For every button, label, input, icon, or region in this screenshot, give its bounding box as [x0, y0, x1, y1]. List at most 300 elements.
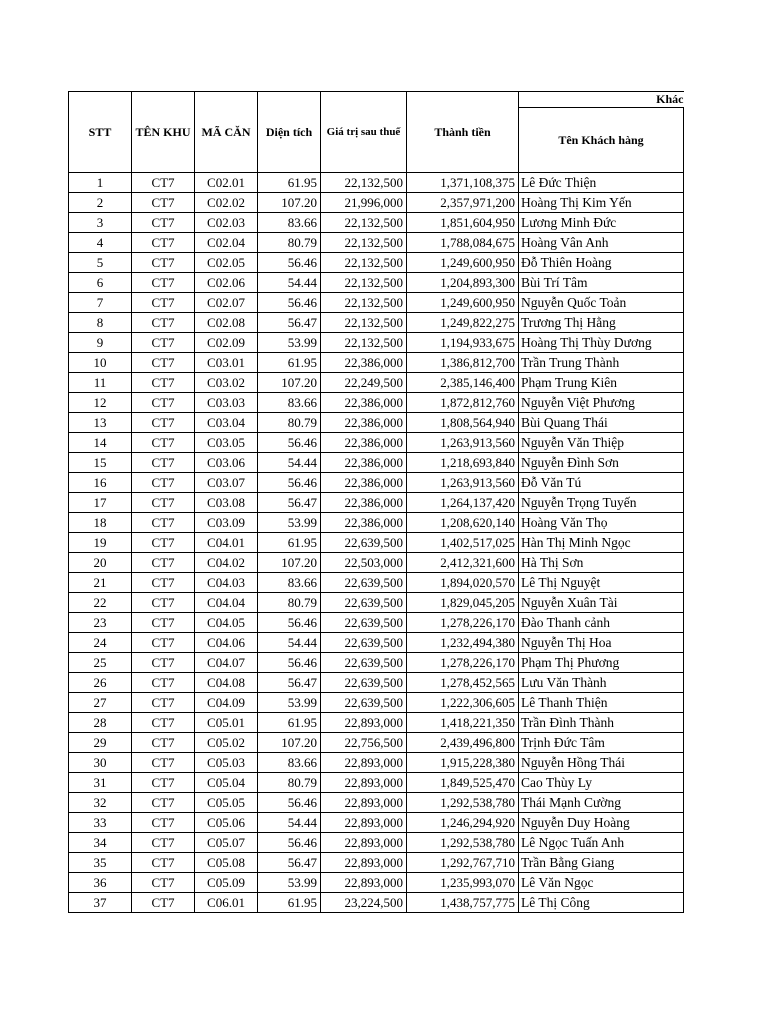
cell-thanh-tien: 1,249,600,950 — [407, 253, 519, 273]
cell-stt: 19 — [69, 533, 132, 553]
cell-thanh-tien: 1,218,693,840 — [407, 453, 519, 473]
cell-dien-tich: 56.46 — [258, 293, 321, 313]
cell-ma-can: C03.08 — [195, 493, 258, 513]
cell-ten-khach-hang: Lê Thanh Thiện — [519, 693, 684, 713]
table-row — [69, 353, 684, 373]
cell-ma-can: C05.02 — [195, 733, 258, 753]
cell-gia-tri: 22,893,000 — [321, 853, 407, 873]
cell-ma-can: C06.01 — [195, 893, 258, 913]
header-khac: Khác — [519, 92, 684, 108]
cell-dien-tich: 56.47 — [258, 493, 321, 513]
cell-ma-can: C02.08 — [195, 313, 258, 333]
cell-ma-can: C02.02 — [195, 193, 258, 213]
cell-thanh-tien: 1,808,564,940 — [407, 413, 519, 433]
cell-ten-khu: CT7 — [132, 673, 195, 693]
cell-ten-khu: CT7 — [132, 173, 195, 193]
table-row — [69, 873, 684, 893]
cell-stt: 25 — [69, 653, 132, 673]
cell-dien-tich: 53.99 — [258, 333, 321, 353]
cell-thanh-tien: 1,292,538,780 — [407, 833, 519, 853]
cell-ma-can: C04.04 — [195, 593, 258, 613]
cell-stt: 24 — [69, 633, 132, 653]
cell-gia-tri: 21,996,000 — [321, 193, 407, 213]
cell-stt: 35 — [69, 853, 132, 873]
cell-gia-tri: 22,386,000 — [321, 393, 407, 413]
cell-ma-can: C03.04 — [195, 413, 258, 433]
cell-dien-tich: 107.20 — [258, 733, 321, 753]
header-gia-tri-sau-thue: Giá trị sau thuế — [321, 92, 407, 173]
cell-ten-khu: CT7 — [132, 753, 195, 773]
cell-ten-khach-hang: Bùi Quang Thái — [519, 413, 684, 433]
cell-ten-khu: CT7 — [132, 393, 195, 413]
cell-stt: 11 — [69, 373, 132, 393]
cell-ma-can: C02.06 — [195, 273, 258, 293]
cell-gia-tri: 22,893,000 — [321, 753, 407, 773]
cell-ten-khach-hang: Đào Thanh cảnh — [519, 613, 684, 633]
cell-dien-tich: 56.46 — [258, 613, 321, 633]
cell-gia-tri: 22,132,500 — [321, 313, 407, 333]
cell-ten-khach-hang: Nguyễn Quốc Toản — [519, 293, 684, 313]
cell-ten-khu: CT7 — [132, 413, 195, 433]
cell-dien-tich: 61.95 — [258, 533, 321, 553]
cell-gia-tri: 22,893,000 — [321, 773, 407, 793]
cell-dien-tich: 80.79 — [258, 413, 321, 433]
cell-dien-tich: 107.20 — [258, 193, 321, 213]
cell-ma-can: C05.07 — [195, 833, 258, 853]
cell-ten-khach-hang: Bùi Trí Tâm — [519, 273, 684, 293]
cell-ten-khach-hang: Nguyễn Trọng Tuyến — [519, 493, 684, 513]
cell-stt: 4 — [69, 233, 132, 253]
cell-ten-khach-hang: Nguyễn Văn Thiệp — [519, 433, 684, 453]
cell-ma-can: C03.06 — [195, 453, 258, 473]
cell-ma-can: C03.01 — [195, 353, 258, 373]
cell-ten-khach-hang: Nguyễn Thị Hoa — [519, 633, 684, 653]
cell-ten-khu: CT7 — [132, 453, 195, 473]
table-row — [69, 253, 684, 273]
cell-ten-khach-hang: Hàn Thị Minh Ngọc — [519, 533, 684, 553]
cell-ma-can: C04.02 — [195, 553, 258, 573]
cell-stt: 1 — [69, 173, 132, 193]
cell-ten-khu: CT7 — [132, 873, 195, 893]
cell-dien-tich: 61.95 — [258, 713, 321, 733]
cell-ten-khu: CT7 — [132, 293, 195, 313]
cell-ten-khu: CT7 — [132, 553, 195, 573]
cell-thanh-tien: 2,412,321,600 — [407, 553, 519, 573]
cell-gia-tri: 22,639,500 — [321, 593, 407, 613]
cell-stt: 14 — [69, 433, 132, 453]
cell-thanh-tien: 1,222,306,605 — [407, 693, 519, 713]
cell-thanh-tien: 2,357,971,200 — [407, 193, 519, 213]
cell-ten-khu: CT7 — [132, 573, 195, 593]
table-row — [69, 433, 684, 453]
cell-stt: 12 — [69, 393, 132, 413]
cell-dien-tich: 53.99 — [258, 873, 321, 893]
cell-ma-can: C03.02 — [195, 373, 258, 393]
cell-ten-khach-hang: Hoàng Thị Kim Yến — [519, 193, 684, 213]
cell-stt: 23 — [69, 613, 132, 633]
cell-gia-tri: 22,132,500 — [321, 273, 407, 293]
cell-ten-khu: CT7 — [132, 313, 195, 333]
cell-thanh-tien: 1,894,020,570 — [407, 573, 519, 593]
cell-thanh-tien: 1,872,812,760 — [407, 393, 519, 413]
cell-ten-khu: CT7 — [132, 213, 195, 233]
cell-ten-khu: CT7 — [132, 653, 195, 673]
cell-thanh-tien: 1,292,538,780 — [407, 793, 519, 813]
cell-ma-can: C02.04 — [195, 233, 258, 253]
cell-ma-can: C05.06 — [195, 813, 258, 833]
cell-ten-khu: CT7 — [132, 353, 195, 373]
table-row — [69, 673, 684, 693]
cell-dien-tich: 83.66 — [258, 753, 321, 773]
table-row — [69, 813, 684, 833]
cell-thanh-tien: 1,278,226,170 — [407, 653, 519, 673]
cell-ten-khach-hang: Lưu Văn Thành — [519, 673, 684, 693]
table-row — [69, 513, 684, 533]
cell-stt: 36 — [69, 873, 132, 893]
cell-thanh-tien: 1,278,226,170 — [407, 613, 519, 633]
cell-ma-can: C04.06 — [195, 633, 258, 653]
cell-gia-tri: 22,503,000 — [321, 553, 407, 573]
table-row — [69, 833, 684, 853]
cell-ten-khach-hang: Nguyễn Việt Phương — [519, 393, 684, 413]
cell-thanh-tien: 1,418,221,350 — [407, 713, 519, 733]
table-row — [69, 693, 684, 713]
cell-thanh-tien: 1,249,600,950 — [407, 293, 519, 313]
cell-stt: 30 — [69, 753, 132, 773]
cell-gia-tri: 22,132,500 — [321, 233, 407, 253]
cell-thanh-tien: 1,386,812,700 — [407, 353, 519, 373]
cell-dien-tich: 54.44 — [258, 453, 321, 473]
table-row — [69, 453, 684, 473]
cell-ma-can: C05.05 — [195, 793, 258, 813]
cell-ten-khach-hang: Lê Đức Thiện — [519, 173, 684, 193]
cell-ten-khach-hang: Trần Đình Thành — [519, 713, 684, 733]
cell-ma-can: C04.05 — [195, 613, 258, 633]
cell-ten-khu: CT7 — [132, 373, 195, 393]
cell-ma-can: C03.09 — [195, 513, 258, 533]
cell-ten-khu: CT7 — [132, 493, 195, 513]
cell-gia-tri: 22,756,500 — [321, 733, 407, 753]
table-row — [69, 473, 684, 493]
table-row — [69, 333, 684, 353]
cell-ma-can: C03.05 — [195, 433, 258, 453]
cell-thanh-tien: 1,194,933,675 — [407, 333, 519, 353]
cell-gia-tri: 22,639,500 — [321, 673, 407, 693]
cell-ten-khu: CT7 — [132, 773, 195, 793]
header-thanh-tien: Thành tiền — [407, 92, 519, 173]
cell-gia-tri: 22,893,000 — [321, 813, 407, 833]
customer-table — [68, 91, 684, 913]
cell-ten-khu: CT7 — [132, 793, 195, 813]
cell-thanh-tien: 1,208,620,140 — [407, 513, 519, 533]
cell-gia-tri: 23,224,500 — [321, 893, 407, 913]
cell-ten-khach-hang: Lương Minh Đức — [519, 213, 684, 233]
cell-ten-khach-hang: Lê Ngọc Tuấn Anh — [519, 833, 684, 853]
cell-ten-khu: CT7 — [132, 593, 195, 613]
table-row — [69, 593, 684, 613]
cell-ten-khu: CT7 — [132, 233, 195, 253]
cell-thanh-tien: 1,402,517,025 — [407, 533, 519, 553]
cell-gia-tri: 22,132,500 — [321, 293, 407, 313]
table-row — [69, 193, 684, 213]
table-row — [69, 413, 684, 433]
cell-ma-can: C02.01 — [195, 173, 258, 193]
cell-thanh-tien: 1,204,893,300 — [407, 273, 519, 293]
cell-thanh-tien: 1,232,494,380 — [407, 633, 519, 653]
cell-dien-tich: 54.44 — [258, 813, 321, 833]
header-dien-tich: Diện tích — [258, 92, 321, 173]
cell-dien-tich: 56.46 — [258, 833, 321, 853]
cell-gia-tri: 22,639,500 — [321, 573, 407, 593]
cell-dien-tich: 56.46 — [258, 653, 321, 673]
cell-ma-can: C04.01 — [195, 533, 258, 553]
cell-thanh-tien: 2,385,146,400 — [407, 373, 519, 393]
cell-stt: 15 — [69, 453, 132, 473]
cell-ma-can: C03.07 — [195, 473, 258, 493]
cell-stt: 13 — [69, 413, 132, 433]
table-row — [69, 493, 684, 513]
cell-ten-khu: CT7 — [132, 853, 195, 873]
cell-ma-can: C05.09 — [195, 873, 258, 893]
cell-dien-tich: 53.99 — [258, 513, 321, 533]
cell-thanh-tien: 1,788,084,675 — [407, 233, 519, 253]
cell-ten-khach-hang: Cao Thùy Ly — [519, 773, 684, 793]
cell-ma-can: C04.09 — [195, 693, 258, 713]
cell-ten-khach-hang: Nguyễn Đình Sơn — [519, 453, 684, 473]
cell-ten-khu: CT7 — [132, 473, 195, 493]
cell-ten-khu: CT7 — [132, 893, 195, 913]
table-row — [69, 853, 684, 873]
table-row — [69, 553, 684, 573]
cell-ten-khach-hang: Lê Thị Công — [519, 893, 684, 913]
cell-stt: 29 — [69, 733, 132, 753]
table-row — [69, 293, 684, 313]
cell-ten-khach-hang: Hà Thị Sơn — [519, 553, 684, 573]
cell-ma-can: C02.07 — [195, 293, 258, 313]
cell-ten-khach-hang: Nguyễn Hồng Thái — [519, 753, 684, 773]
cell-gia-tri: 22,132,500 — [321, 333, 407, 353]
cell-dien-tich: 107.20 — [258, 373, 321, 393]
header-ma-can: MÃ CĂN — [195, 92, 258, 173]
cell-stt: 22 — [69, 593, 132, 613]
cell-gia-tri: 22,386,000 — [321, 353, 407, 373]
cell-thanh-tien: 1,278,452,565 — [407, 673, 519, 693]
cell-gia-tri: 22,639,500 — [321, 613, 407, 633]
cell-gia-tri: 22,639,500 — [321, 533, 407, 553]
table-row — [69, 653, 684, 673]
cell-ten-khach-hang: Trần Bằng Giang — [519, 853, 684, 873]
cell-ten-khu: CT7 — [132, 613, 195, 633]
cell-gia-tri: 22,132,500 — [321, 253, 407, 273]
cell-thanh-tien: 1,235,993,070 — [407, 873, 519, 893]
cell-gia-tri: 22,893,000 — [321, 713, 407, 733]
cell-thanh-tien: 1,829,045,205 — [407, 593, 519, 613]
cell-dien-tich: 56.47 — [258, 853, 321, 873]
cell-ten-khach-hang: Thái Mạnh Cường — [519, 793, 684, 813]
cell-dien-tich: 80.79 — [258, 233, 321, 253]
cell-thanh-tien: 1,263,913,560 — [407, 433, 519, 453]
table-row — [69, 753, 684, 773]
cell-gia-tri: 22,132,500 — [321, 213, 407, 233]
cell-thanh-tien: 1,851,604,950 — [407, 213, 519, 233]
cell-stt: 6 — [69, 273, 132, 293]
cell-ten-khach-hang: Phạm Trung Kiên — [519, 373, 684, 393]
header-stt: STT — [69, 92, 132, 173]
cell-stt: 27 — [69, 693, 132, 713]
table-row — [69, 313, 684, 333]
cell-gia-tri: 22,639,500 — [321, 653, 407, 673]
cell-ten-khu: CT7 — [132, 533, 195, 553]
cell-ten-khu: CT7 — [132, 253, 195, 273]
table-row — [69, 233, 684, 253]
cell-ten-khach-hang: Nguyễn Duy Hoàng — [519, 813, 684, 833]
cell-dien-tich: 54.44 — [258, 273, 321, 293]
cell-dien-tich: 83.66 — [258, 213, 321, 233]
cell-stt: 5 — [69, 253, 132, 273]
spreadsheet — [68, 91, 684, 913]
cell-ten-khach-hang: Đỗ Thiên Hoàng — [519, 253, 684, 273]
cell-thanh-tien: 1,371,108,375 — [407, 173, 519, 193]
cell-ma-can: C05.01 — [195, 713, 258, 733]
cell-gia-tri: 22,132,500 — [321, 173, 407, 193]
cell-thanh-tien: 1,438,757,775 — [407, 893, 519, 913]
table-row — [69, 793, 684, 813]
cell-dien-tich: 61.95 — [258, 173, 321, 193]
cell-ten-khu: CT7 — [132, 713, 195, 733]
table-row — [69, 273, 684, 293]
cell-ma-can: C03.03 — [195, 393, 258, 413]
cell-gia-tri: 22,893,000 — [321, 833, 407, 853]
cell-ten-khu: CT7 — [132, 633, 195, 653]
cell-ten-khach-hang: Hoàng Văn Thọ — [519, 513, 684, 533]
cell-stt: 28 — [69, 713, 132, 733]
cell-stt: 37 — [69, 893, 132, 913]
cell-stt: 16 — [69, 473, 132, 493]
cell-gia-tri: 22,386,000 — [321, 473, 407, 493]
cell-ten-khach-hang: Phạm Thị Phương — [519, 653, 684, 673]
table-row — [69, 633, 684, 653]
cell-thanh-tien: 2,439,496,800 — [407, 733, 519, 753]
cell-ten-khach-hang: Hoàng Thị Thùy Dương — [519, 333, 684, 353]
cell-gia-tri: 22,386,000 — [321, 413, 407, 433]
cell-stt: 32 — [69, 793, 132, 813]
cell-gia-tri: 22,386,000 — [321, 433, 407, 453]
cell-stt: 3 — [69, 213, 132, 233]
cell-ten-khu: CT7 — [132, 333, 195, 353]
table-row — [69, 213, 684, 233]
cell-ten-khach-hang: Trương Thị Hằng — [519, 313, 684, 333]
cell-ten-khach-hang: Trịnh Đức Tâm — [519, 733, 684, 753]
table-row — [69, 733, 684, 753]
cell-stt: 8 — [69, 313, 132, 333]
table-row — [69, 893, 684, 913]
cell-ma-can: C05.08 — [195, 853, 258, 873]
table-row — [69, 173, 684, 193]
cell-ma-can: C04.07 — [195, 653, 258, 673]
header-ten-khu: TÊN KHU — [132, 92, 195, 173]
cell-stt: 10 — [69, 353, 132, 373]
table-row — [69, 373, 684, 393]
table-row — [69, 573, 684, 593]
cell-ten-khu: CT7 — [132, 433, 195, 453]
cell-dien-tich: 107.20 — [258, 553, 321, 573]
cell-gia-tri: 22,386,000 — [321, 453, 407, 473]
cell-dien-tich: 83.66 — [258, 573, 321, 593]
cell-gia-tri: 22,639,500 — [321, 633, 407, 653]
cell-ma-can: C04.08 — [195, 673, 258, 693]
cell-ten-khach-hang: Trần Trung Thành — [519, 353, 684, 373]
cell-ten-khach-hang: Lê Văn Ngọc — [519, 873, 684, 893]
cell-dien-tich: 56.47 — [258, 673, 321, 693]
cell-stt: 17 — [69, 493, 132, 513]
cell-stt: 26 — [69, 673, 132, 693]
cell-thanh-tien: 1,292,767,710 — [407, 853, 519, 873]
cell-ten-khu: CT7 — [132, 733, 195, 753]
cell-dien-tich: 56.47 — [258, 313, 321, 333]
cell-ten-khach-hang: Đỗ Văn Tú — [519, 473, 684, 493]
table-body — [69, 173, 684, 913]
header-ten-khach-hang: Tên Khách hàng — [519, 108, 684, 173]
cell-dien-tich: 61.95 — [258, 893, 321, 913]
cell-stt: 18 — [69, 513, 132, 533]
cell-dien-tich: 56.46 — [258, 433, 321, 453]
cell-stt: 31 — [69, 773, 132, 793]
cell-ten-khach-hang: Lê Thị Nguyệt — [519, 573, 684, 593]
table-row — [69, 713, 684, 733]
table-row — [69, 613, 684, 633]
cell-thanh-tien: 1,246,294,920 — [407, 813, 519, 833]
cell-thanh-tien: 1,263,913,560 — [407, 473, 519, 493]
cell-dien-tich: 56.46 — [258, 253, 321, 273]
cell-dien-tich: 83.66 — [258, 393, 321, 413]
cell-thanh-tien: 1,249,822,275 — [407, 313, 519, 333]
cell-ten-khu: CT7 — [132, 193, 195, 213]
cell-stt: 9 — [69, 333, 132, 353]
cell-thanh-tien: 1,849,525,470 — [407, 773, 519, 793]
cell-ten-khu: CT7 — [132, 273, 195, 293]
cell-ma-can: C02.05 — [195, 253, 258, 273]
cell-stt: 20 — [69, 553, 132, 573]
cell-gia-tri: 22,639,500 — [321, 693, 407, 713]
cell-dien-tich: 54.44 — [258, 633, 321, 653]
cell-ma-can: C05.04 — [195, 773, 258, 793]
cell-gia-tri: 22,893,000 — [321, 793, 407, 813]
cell-stt: 34 — [69, 833, 132, 853]
cell-ten-khach-hang: Nguyễn Xuân Tài — [519, 593, 684, 613]
cell-dien-tich: 56.46 — [258, 793, 321, 813]
cell-ten-khu: CT7 — [132, 513, 195, 533]
cell-ma-can: C05.03 — [195, 753, 258, 773]
cell-ma-can: C02.03 — [195, 213, 258, 233]
cell-ma-can: C04.03 — [195, 573, 258, 593]
cell-ten-khach-hang: Hoàng Vân Anh — [519, 233, 684, 253]
cell-dien-tich: 61.95 — [258, 353, 321, 373]
cell-gia-tri: 22,386,000 — [321, 493, 407, 513]
cell-stt: 2 — [69, 193, 132, 213]
cell-gia-tri: 22,893,000 — [321, 873, 407, 893]
cell-stt: 21 — [69, 573, 132, 593]
table-row — [69, 533, 684, 553]
cell-dien-tich: 56.46 — [258, 473, 321, 493]
table-row — [69, 773, 684, 793]
table-row — [69, 393, 684, 413]
cell-stt: 33 — [69, 813, 132, 833]
cell-ten-khu: CT7 — [132, 813, 195, 833]
cell-gia-tri: 22,249,500 — [321, 373, 407, 393]
cell-ma-can: C02.09 — [195, 333, 258, 353]
cell-dien-tich: 53.99 — [258, 693, 321, 713]
cell-thanh-tien: 1,915,228,380 — [407, 753, 519, 773]
